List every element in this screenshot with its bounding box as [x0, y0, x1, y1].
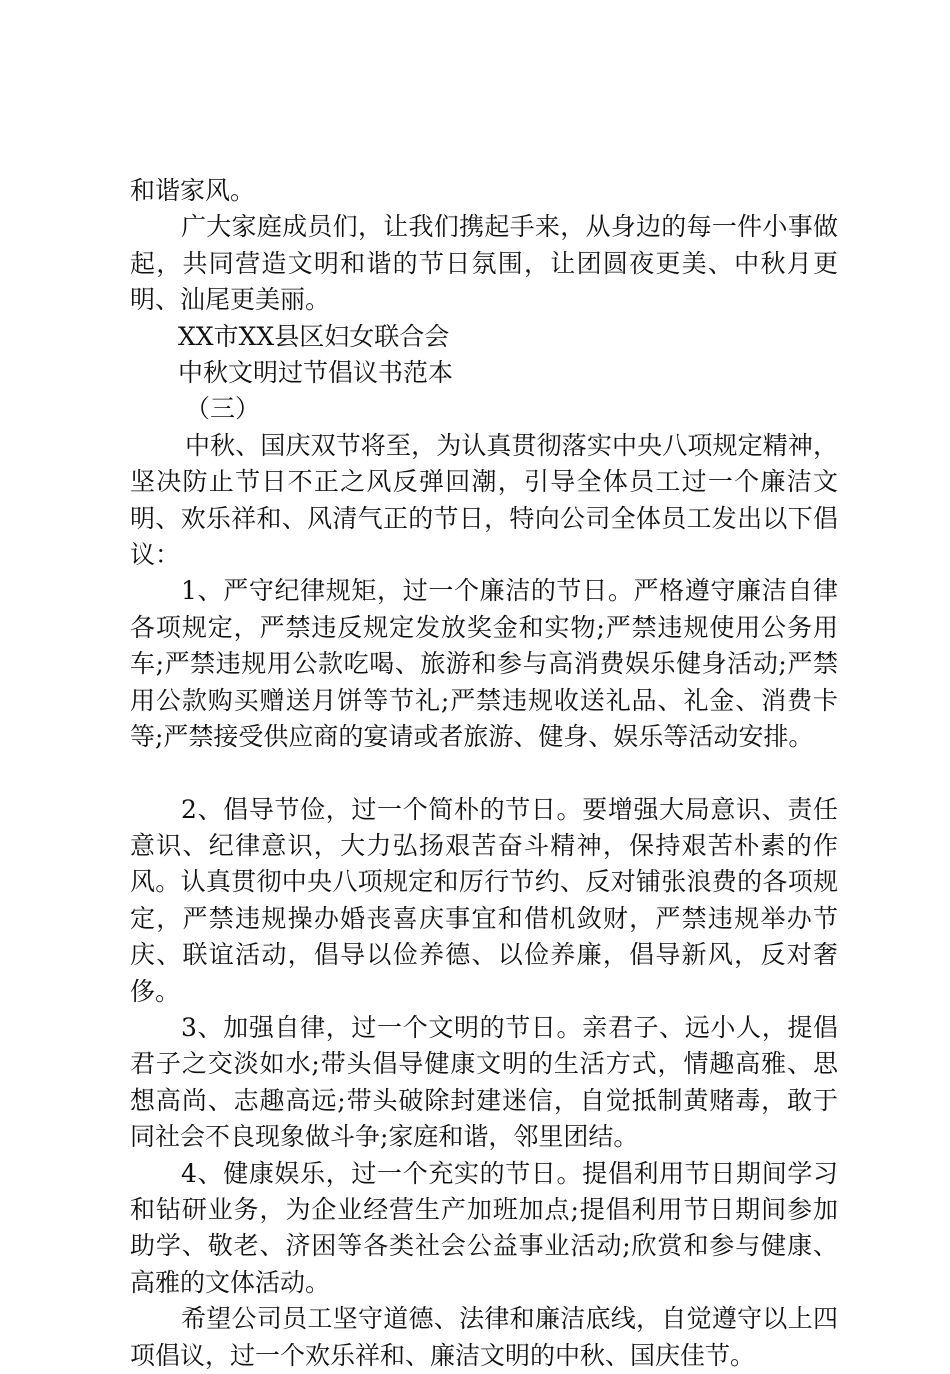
paragraph-appeal: 广大家庭成员们，让我们携起手来，从身边的每一件小事做起，共同营造文明和谐的节日氛围，让团圆夜更美、中秋月更明、汕尾更美丽。: [130, 212, 838, 315]
signature-organization: XX市XX县区妇女联合会: [178, 321, 450, 351]
section-title: 中秋文明过节倡议书范本: [178, 358, 454, 388]
paragraph-item-4: 4、健康娱乐，过一个充实的节日。提倡利用节日期间学习和钻研业务，为企业经营生产加班加点;提倡利用节日期间参加助学、敬老、济困等各类社会公益事业活动;欣赏和参与健康、高雅的文体活动。: [130, 1158, 838, 1297]
paragraph-item-2: 2、倡导节俭，过一个简朴的节日。要增强大局意识、责任意识、纪律意识，大力弘扬艰苦奋斗精神，保持艰苦朴素的作风。认真贯彻中央八项规定和厉行节约、反对铺张浪费的各项规定，严禁违规操办婚丧喜庆事宜和借机敛财，严禁违规举办节庆、联谊活动，倡导以俭养德、以俭养廉，倡导新风，反对奢侈。: [130, 794, 838, 1006]
section-number: （三）: [185, 394, 261, 424]
paragraph-conclusion: 希望公司员工坚守道德、法律和廉洁底线，自觉遵守以上四项倡议，过一个欢乐祥和、廉洁文明的中秋、国庆佳节。: [130, 1304, 838, 1370]
paragraph-intro: 中秋、国庆双节将至，为认真贯彻落实中央八项规定精神，坚决防止节日不正之风反弹回潮，引导全体员工过一个廉洁文明、欢乐祥和、风清气正的节日，特向公司全体员工发出以下倡议：: [130, 430, 838, 570]
paragraph-item-3: 3、加强自律，过一个文明的节日。亲君子、远小人，提倡君子之交淡如水;带头倡导健康文明的生活方式，情趣高雅、思想高尚、志趣高远;带头破除封建迷信，自觉抵制黄赌毒，敢于同社会不良现象做斗争;家庭和谐，邻里团结。: [130, 1012, 838, 1152]
paragraph-closing-fragment: 和谐家风。: [130, 176, 256, 205]
document-body: [130, 173, 838, 1374]
paragraph-item-1: 1、严守纪律规矩，过一个廉洁的节日。严格遵守廉洁自律各项规定，严禁违反规定发放奖金和实物;严禁违规使用公务用车;严禁违规用公款吃喝、旅游和参与高消费娱乐健身活动;严禁用公款购买赠送月饼等节礼;严禁违规收送礼品、礼金、消费卡等;严禁接受供应商的宴请或者旅游、健身、娱乐等活动安排。: [130, 576, 838, 752]
